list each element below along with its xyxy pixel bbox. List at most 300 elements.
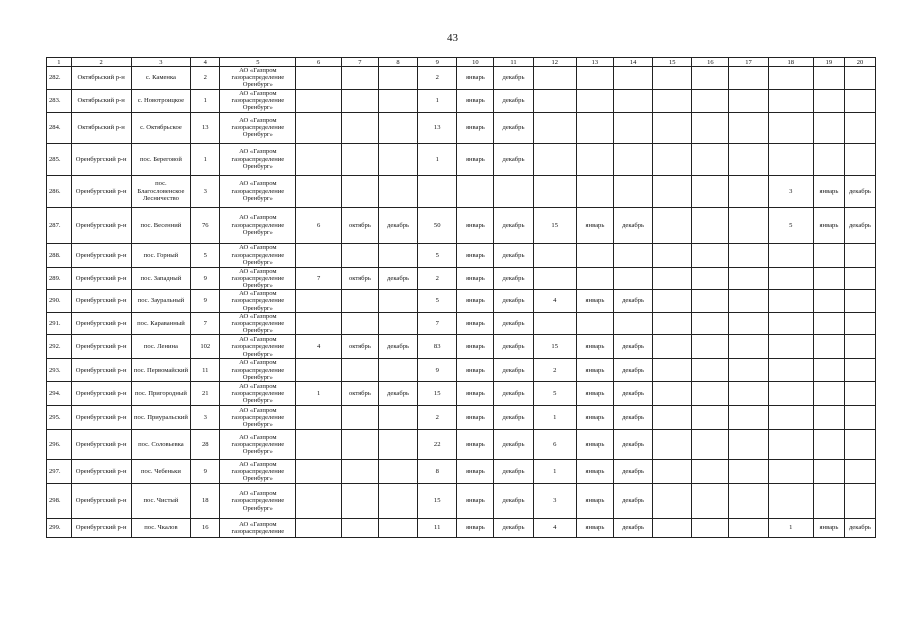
column-header: 13 <box>576 58 613 67</box>
cell-col-7 <box>341 67 378 90</box>
cell-col-12 <box>533 243 576 267</box>
cell-col-6 <box>296 359 341 382</box>
cell-col-12 <box>533 267 576 290</box>
cell-col-10: январь <box>457 406 494 430</box>
cell-col-8 <box>378 243 417 267</box>
cell-col-6 <box>296 460 341 484</box>
cell-col-12 <box>533 312 576 335</box>
cell-col-12: 15 <box>533 335 576 359</box>
cell-col-11: декабрь <box>494 430 533 460</box>
cell-col-1: 297. <box>47 460 72 484</box>
cell-col-9: 2 <box>418 406 457 430</box>
cell-col-7 <box>341 143 378 175</box>
cell-col-18 <box>768 312 813 335</box>
cell-col-15 <box>653 67 692 90</box>
cell-col-5: АО «Газпром газораспределение Оренбург» <box>220 207 296 243</box>
cell-col-3: пос. Чистый <box>131 484 191 519</box>
cell-col-5: АО «Газпром газораспределение Оренбург» <box>220 406 296 430</box>
cell-col-16 <box>692 112 729 143</box>
cell-col-19 <box>813 335 844 359</box>
cell-col-10: январь <box>457 359 494 382</box>
cell-col-20 <box>844 112 875 143</box>
cell-col-17 <box>729 175 768 207</box>
cell-col-2: Оренбургский р-н <box>71 267 131 290</box>
table-row <box>47 382 876 406</box>
cell-col-1: 292. <box>47 335 72 359</box>
cell-col-4: 13 <box>191 112 220 143</box>
cell-col-15 <box>653 267 692 290</box>
cell-col-4: 9 <box>191 267 220 290</box>
cell-col-8: декабрь <box>378 382 417 406</box>
cell-col-2: Оренбургский р-н <box>71 382 131 406</box>
cell-col-5: АО «Газпром газораспределение Оренбург» <box>220 290 296 313</box>
cell-col-1: 286. <box>47 175 72 207</box>
cell-col-6 <box>296 143 341 175</box>
cell-col-11: декабрь <box>494 312 533 335</box>
cell-col-14: декабрь <box>613 335 652 359</box>
cell-col-3: пос. Западный <box>131 267 191 290</box>
cell-col-19 <box>813 406 844 430</box>
cell-col-19: январь <box>813 175 844 207</box>
cell-col-18: 1 <box>768 519 813 538</box>
cell-col-2: Оренбургский р-н <box>71 519 131 538</box>
cell-col-2: Оренбургский р-н <box>71 430 131 460</box>
cell-col-14: декабрь <box>613 207 652 243</box>
cell-col-13 <box>576 267 613 290</box>
cell-col-13 <box>576 112 613 143</box>
cell-col-17 <box>729 67 768 90</box>
cell-col-3: пос. Пригородный <box>131 382 191 406</box>
cell-col-2: Оренбургский р-н <box>71 290 131 313</box>
cell-col-13: январь <box>576 460 613 484</box>
cell-col-19: январь <box>813 207 844 243</box>
cell-col-1: 296. <box>47 430 72 460</box>
cell-col-11: декабрь <box>494 267 533 290</box>
cell-col-3: пос. Береговой <box>131 143 191 175</box>
cell-col-2: Октябрьский р-н <box>71 67 131 90</box>
table-row <box>47 312 876 335</box>
cell-col-16 <box>692 290 729 313</box>
cell-col-5: АО «Газпром газораспределение Оренбург» <box>220 430 296 460</box>
cell-col-9: 9 <box>418 359 457 382</box>
table-row <box>47 267 876 290</box>
cell-col-6 <box>296 175 341 207</box>
cell-col-6 <box>296 290 341 313</box>
cell-col-13 <box>576 312 613 335</box>
cell-col-11: декабрь <box>494 67 533 90</box>
cell-col-10: январь <box>457 460 494 484</box>
column-header: 18 <box>768 58 813 67</box>
cell-col-13 <box>576 243 613 267</box>
cell-col-16 <box>692 406 729 430</box>
cell-col-6: 4 <box>296 335 341 359</box>
cell-col-12: 1 <box>533 460 576 484</box>
cell-col-11: декабрь <box>494 143 533 175</box>
cell-col-8: декабрь <box>378 267 417 290</box>
cell-col-7: октябрь <box>341 335 378 359</box>
cell-col-17 <box>729 112 768 143</box>
cell-col-14 <box>613 112 652 143</box>
cell-col-10: январь <box>457 335 494 359</box>
cell-col-16 <box>692 243 729 267</box>
cell-col-5: АО «Газпром газораспределение <box>220 519 296 538</box>
cell-col-5: АО «Газпром газораспределение Оренбург» <box>220 112 296 143</box>
cell-col-15 <box>653 430 692 460</box>
cell-col-16 <box>692 519 729 538</box>
cell-col-20 <box>844 89 875 112</box>
cell-col-8 <box>378 519 417 538</box>
cell-col-11: декабрь <box>494 207 533 243</box>
table-row <box>47 207 876 243</box>
cell-col-14: декабрь <box>613 430 652 460</box>
cell-col-7 <box>341 359 378 382</box>
cell-col-10: январь <box>457 67 494 90</box>
cell-col-19 <box>813 267 844 290</box>
cell-col-2: Оренбургский р-н <box>71 207 131 243</box>
cell-col-13: январь <box>576 290 613 313</box>
cell-col-7 <box>341 243 378 267</box>
cell-col-20: декабрь <box>844 519 875 538</box>
cell-col-2: Оренбургский р-н <box>71 460 131 484</box>
cell-col-7 <box>341 430 378 460</box>
cell-col-18 <box>768 290 813 313</box>
cell-col-17 <box>729 382 768 406</box>
cell-col-10: январь <box>457 267 494 290</box>
cell-col-18 <box>768 484 813 519</box>
cell-col-14: декабрь <box>613 359 652 382</box>
cell-col-7 <box>341 89 378 112</box>
cell-col-7 <box>341 519 378 538</box>
cell-col-8 <box>378 460 417 484</box>
cell-col-20 <box>844 460 875 484</box>
cell-col-16 <box>692 175 729 207</box>
cell-col-17 <box>729 460 768 484</box>
cell-col-20 <box>844 484 875 519</box>
cell-col-9: 2 <box>418 67 457 90</box>
cell-col-10: январь <box>457 382 494 406</box>
cell-col-2: Оренбургский р-н <box>71 335 131 359</box>
column-header: 1 <box>47 58 72 67</box>
table-row <box>47 243 876 267</box>
cell-col-15 <box>653 112 692 143</box>
cell-col-15 <box>653 312 692 335</box>
cell-col-18 <box>768 382 813 406</box>
cell-col-2: Оренбургский р-н <box>71 143 131 175</box>
cell-col-10: январь <box>457 312 494 335</box>
cell-col-15 <box>653 382 692 406</box>
cell-col-9: 50 <box>418 207 457 243</box>
cell-col-18: 5 <box>768 207 813 243</box>
table-row <box>47 359 876 382</box>
cell-col-6: 7 <box>296 267 341 290</box>
cell-col-3: пос. Весенний <box>131 207 191 243</box>
cell-col-11: декабрь <box>494 290 533 313</box>
cell-col-15 <box>653 335 692 359</box>
cell-col-17 <box>729 484 768 519</box>
cell-col-13: январь <box>576 335 613 359</box>
cell-col-12: 3 <box>533 484 576 519</box>
cell-col-12 <box>533 89 576 112</box>
cell-col-8 <box>378 143 417 175</box>
cell-col-3: пос. Горный <box>131 243 191 267</box>
cell-col-3: пос. Ленина <box>131 335 191 359</box>
cell-col-17 <box>729 267 768 290</box>
cell-col-6 <box>296 243 341 267</box>
cell-col-1: 289. <box>47 267 72 290</box>
cell-col-7 <box>341 175 378 207</box>
cell-col-7: октябрь <box>341 382 378 406</box>
cell-col-7 <box>341 312 378 335</box>
cell-col-11: декабрь <box>494 460 533 484</box>
cell-col-1: 294. <box>47 382 72 406</box>
cell-col-15 <box>653 143 692 175</box>
cell-col-9: 15 <box>418 484 457 519</box>
cell-col-19 <box>813 312 844 335</box>
cell-col-6 <box>296 406 341 430</box>
cell-col-6 <box>296 519 341 538</box>
cell-col-6: 1 <box>296 382 341 406</box>
cell-col-8 <box>378 312 417 335</box>
cell-col-17 <box>729 406 768 430</box>
cell-col-3: пос. Первомайский <box>131 359 191 382</box>
cell-col-1: 298. <box>47 484 72 519</box>
cell-col-5: АО «Газпром газораспределение Оренбург» <box>220 175 296 207</box>
cell-col-4: 11 <box>191 359 220 382</box>
column-header: 5 <box>220 58 296 67</box>
cell-col-18 <box>768 460 813 484</box>
cell-col-15 <box>653 460 692 484</box>
cell-col-3: с. Октябрьское <box>131 112 191 143</box>
table-row <box>47 143 876 175</box>
column-header: 6 <box>296 58 341 67</box>
cell-col-12 <box>533 67 576 90</box>
cell-col-10: январь <box>457 243 494 267</box>
cell-col-2: Оренбургский р-н <box>71 406 131 430</box>
cell-col-1: 293. <box>47 359 72 382</box>
cell-col-9: 8 <box>418 460 457 484</box>
cell-col-12: 4 <box>533 519 576 538</box>
cell-col-11: декабрь <box>494 519 533 538</box>
cell-col-18 <box>768 406 813 430</box>
cell-col-15 <box>653 243 692 267</box>
cell-col-16 <box>692 312 729 335</box>
cell-col-5: АО «Газпром газораспределение Оренбург» <box>220 460 296 484</box>
cell-col-11: декабрь <box>494 89 533 112</box>
cell-col-16 <box>692 143 729 175</box>
cell-col-13 <box>576 175 613 207</box>
table-row <box>47 519 876 538</box>
cell-col-3: пос. Приуральский <box>131 406 191 430</box>
cell-col-14 <box>613 67 652 90</box>
cell-col-15 <box>653 406 692 430</box>
cell-col-12 <box>533 143 576 175</box>
cell-col-14: декабрь <box>613 484 652 519</box>
cell-col-16 <box>692 484 729 519</box>
cell-col-8 <box>378 359 417 382</box>
cell-col-10: январь <box>457 143 494 175</box>
cell-col-4: 16 <box>191 519 220 538</box>
page-number: 43 <box>447 32 458 44</box>
column-header: 11 <box>494 58 533 67</box>
cell-col-11: декабрь <box>494 406 533 430</box>
cell-col-1: 283. <box>47 89 72 112</box>
cell-col-18 <box>768 430 813 460</box>
cell-col-8: декабрь <box>378 335 417 359</box>
cell-col-7: октябрь <box>341 207 378 243</box>
column-header: 4 <box>191 58 220 67</box>
cell-col-16 <box>692 67 729 90</box>
cell-col-12: 15 <box>533 207 576 243</box>
cell-col-4: 9 <box>191 290 220 313</box>
table-row <box>47 67 876 90</box>
cell-col-20 <box>844 430 875 460</box>
cell-col-18 <box>768 67 813 90</box>
column-header: 9 <box>418 58 457 67</box>
cell-col-7 <box>341 484 378 519</box>
cell-col-4: 7 <box>191 312 220 335</box>
cell-col-5: АО «Газпром газораспределение Оренбург» <box>220 335 296 359</box>
cell-col-4: 3 <box>191 406 220 430</box>
cell-col-18 <box>768 89 813 112</box>
cell-col-4: 2 <box>191 67 220 90</box>
cell-col-8 <box>378 67 417 90</box>
cell-col-19 <box>813 67 844 90</box>
cell-col-19: январь <box>813 519 844 538</box>
cell-col-17 <box>729 359 768 382</box>
cell-col-18: 3 <box>768 175 813 207</box>
cell-col-20 <box>844 290 875 313</box>
cell-col-9: 11 <box>418 519 457 538</box>
cell-col-7 <box>341 406 378 430</box>
cell-col-9: 1 <box>418 143 457 175</box>
cell-col-19 <box>813 243 844 267</box>
cell-col-17 <box>729 143 768 175</box>
cell-col-7 <box>341 290 378 313</box>
cell-col-4: 1 <box>191 89 220 112</box>
cell-col-12: 1 <box>533 406 576 430</box>
cell-col-16 <box>692 207 729 243</box>
cell-col-13 <box>576 89 613 112</box>
cell-col-5: АО «Газпром газораспределение Оренбург» <box>220 267 296 290</box>
cell-col-12: 4 <box>533 290 576 313</box>
cell-col-6: 6 <box>296 207 341 243</box>
cell-col-20 <box>844 67 875 90</box>
column-header: 7 <box>341 58 378 67</box>
table-row <box>47 112 876 143</box>
cell-col-20 <box>844 243 875 267</box>
cell-col-12: 6 <box>533 430 576 460</box>
cell-col-17 <box>729 335 768 359</box>
cell-col-20 <box>844 406 875 430</box>
table-row <box>47 484 876 519</box>
cell-col-11: декабрь <box>494 359 533 382</box>
cell-col-1: 299. <box>47 519 72 538</box>
cell-col-2: Оренбургский р-н <box>71 175 131 207</box>
cell-col-14 <box>613 267 652 290</box>
cell-col-14 <box>613 175 652 207</box>
cell-col-11: декабрь <box>494 112 533 143</box>
cell-col-1: 284. <box>47 112 72 143</box>
cell-col-8 <box>378 112 417 143</box>
cell-col-3: пос. Соловьевка <box>131 430 191 460</box>
cell-col-8 <box>378 430 417 460</box>
cell-col-20 <box>844 312 875 335</box>
cell-col-18 <box>768 243 813 267</box>
cell-col-15 <box>653 519 692 538</box>
cell-col-12: 5 <box>533 382 576 406</box>
cell-col-17 <box>729 312 768 335</box>
cell-col-8 <box>378 175 417 207</box>
cell-col-16 <box>692 460 729 484</box>
cell-col-15 <box>653 175 692 207</box>
cell-col-5: АО «Газпром газораспределение Оренбург» <box>220 484 296 519</box>
cell-col-9: 5 <box>418 243 457 267</box>
cell-col-10: январь <box>457 89 494 112</box>
cell-col-8 <box>378 406 417 430</box>
column-header: 2 <box>71 58 131 67</box>
cell-col-2: Октябрьский р-н <box>71 89 131 112</box>
cell-col-13: январь <box>576 430 613 460</box>
cell-col-5: АО «Газпром газораспределение Оренбург» <box>220 243 296 267</box>
cell-col-3: пос. Чкалов <box>131 519 191 538</box>
cell-col-4: 9 <box>191 460 220 484</box>
column-header: 10 <box>457 58 494 67</box>
cell-col-9: 22 <box>418 430 457 460</box>
cell-col-19 <box>813 460 844 484</box>
column-header: 17 <box>729 58 768 67</box>
cell-col-11: декабрь <box>494 243 533 267</box>
cell-col-14: декабрь <box>613 290 652 313</box>
cell-col-6 <box>296 430 341 460</box>
cell-col-16 <box>692 430 729 460</box>
table-row <box>47 406 876 430</box>
cell-col-13: январь <box>576 519 613 538</box>
cell-col-4: 76 <box>191 207 220 243</box>
cell-col-13 <box>576 67 613 90</box>
cell-col-15 <box>653 484 692 519</box>
cell-col-5: АО «Газпром газораспределение Оренбург» <box>220 143 296 175</box>
cell-col-6 <box>296 89 341 112</box>
cell-col-20 <box>844 359 875 382</box>
cell-col-11 <box>494 175 533 207</box>
cell-col-13: январь <box>576 484 613 519</box>
cell-col-14 <box>613 312 652 335</box>
cell-col-16 <box>692 89 729 112</box>
cell-col-6 <box>296 112 341 143</box>
cell-col-9: 15 <box>418 382 457 406</box>
cell-col-5: АО «Газпром газораспределение Оренбург» <box>220 359 296 382</box>
cell-col-14: декабрь <box>613 382 652 406</box>
cell-col-3: пос. Чебеньки <box>131 460 191 484</box>
table-row <box>47 290 876 313</box>
cell-col-1: 291. <box>47 312 72 335</box>
cell-col-4: 1 <box>191 143 220 175</box>
table-body <box>47 67 876 538</box>
cell-col-20 <box>844 335 875 359</box>
cell-col-12 <box>533 175 576 207</box>
cell-col-4: 102 <box>191 335 220 359</box>
cell-col-10: январь <box>457 430 494 460</box>
cell-col-4: 28 <box>191 430 220 460</box>
cell-col-3: с. Каменка <box>131 67 191 90</box>
cell-col-1: 295. <box>47 406 72 430</box>
cell-col-9: 7 <box>418 312 457 335</box>
cell-col-18 <box>768 143 813 175</box>
cell-col-3: пос. Зауральный <box>131 290 191 313</box>
table-row <box>47 175 876 207</box>
cell-col-19 <box>813 359 844 382</box>
cell-col-7 <box>341 112 378 143</box>
